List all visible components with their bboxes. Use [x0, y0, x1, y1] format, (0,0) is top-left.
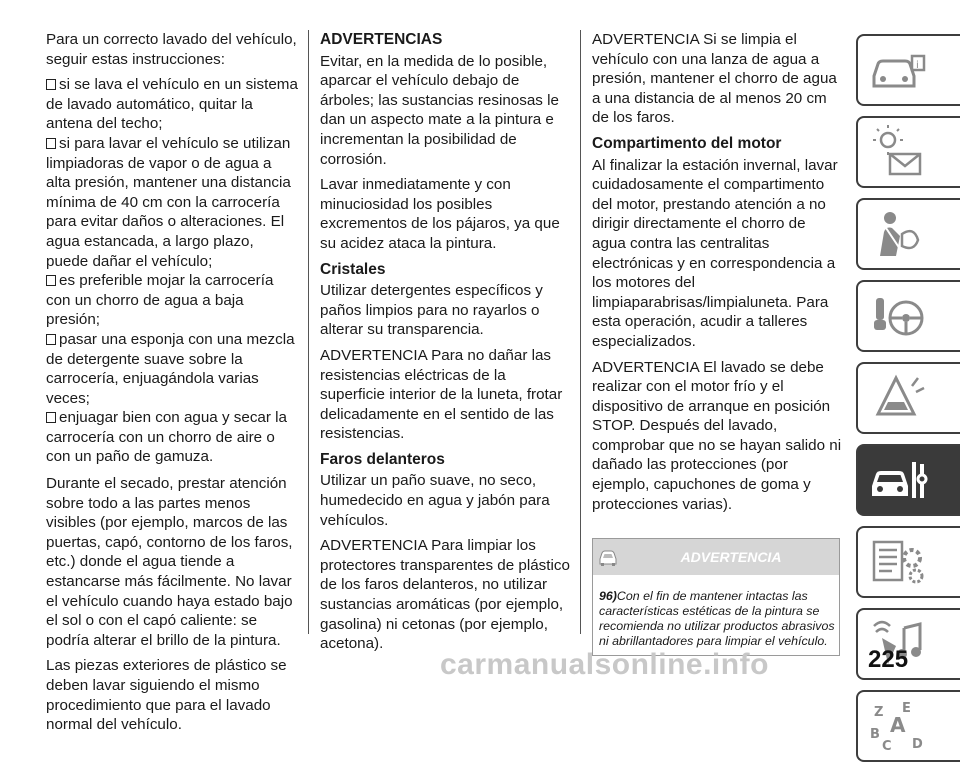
svg-text:i: i	[916, 60, 919, 71]
svg-text:A: A	[890, 713, 906, 737]
paragraph: Utilizar detergentes específicos y paños limpios para no rayarlos o alterar su transparencia.	[320, 282, 543, 339]
bullet-list	[46, 75, 300, 467]
tab-index[interactable]	[856, 690, 960, 762]
index-icon	[868, 698, 928, 754]
list-item: enjuagar bien con agua y secar la carrocería con un chorro de aire o con un paño de gamuza.	[46, 409, 287, 466]
technical-data-icon	[868, 534, 928, 590]
section-heading: Faros delanteros	[320, 450, 445, 468]
svg-text:D: D	[912, 737, 923, 752]
watermark: carmanualsonline.info	[440, 648, 769, 681]
warning-text: 96)Con el fin de mantener intactas las características estéticas de la pintura se recomienda no utilizar productos abrasivos ni abrillantadores para limpiar el vehículo.	[599, 589, 835, 649]
tab-technical-data[interactable]	[856, 526, 960, 598]
maintenance-icon	[868, 452, 928, 508]
svg-text:C: C	[882, 739, 892, 754]
emergency-icon	[868, 370, 928, 426]
tab-emergency[interactable]	[856, 362, 960, 434]
column-middle	[320, 30, 574, 660]
warning-ref: 96)	[599, 589, 617, 604]
column-divider	[308, 30, 309, 634]
paragraph: Utilizar un paño suave, no seco, humedecido en agua y jabón para vehículos.	[320, 472, 550, 529]
svg-text:Z: Z	[874, 705, 884, 720]
tab-dashboard-lights[interactable]	[856, 116, 960, 188]
tab-car-info[interactable]	[856, 34, 960, 106]
paragraph: Lavar inmediatamente y con minuciosidad los posibles excrementos de los pájaros, ya que su acidez ataca la pintura.	[320, 176, 560, 252]
warning-header	[593, 539, 839, 575]
section-heading: Compartimento del motor	[592, 134, 782, 152]
paragraph: ADVERTENCIA Para limpiar los protectores transparentes de plástico de los faros delanteros, no utilizar sustancias aromáticas (por ejemplo, gasolina) ni cetonas (por ejemplo, acetona).	[320, 537, 570, 653]
column-right	[592, 30, 842, 656]
checkbox-bullet-icon	[46, 138, 56, 149]
list-item: si para lavar el vehículo se utilizan limpiadoras de vapor o de agua a alta presión, mantener una distancia mínima de 40 cm con la carrocería para evitar daños o alteraciones. El agua estancada, a largo plazo, puede dañar el vehículo;	[46, 134, 291, 270]
paragraph: Evitar, en la medida de lo posible, aparcar el vehículo debajo de árboles; las sustancias resinosas le dan un aspecto mate a la pintura e incrementan la posibilidad de corrosión.	[320, 52, 559, 168]
tab-starting-driving[interactable]	[856, 280, 960, 352]
column-left	[46, 30, 300, 741]
list-item: es preferible mojar la carrocería con un chorro de agua a baja presión;	[46, 272, 274, 329]
intro-text: Para un correcto lavado del vehículo, seguir estas instrucciones:	[46, 31, 297, 68]
checkbox-bullet-icon	[46, 334, 56, 345]
column-divider	[580, 30, 581, 634]
section-heading: ADVERTENCIAS	[320, 31, 443, 48]
checkbox-bullet-icon	[46, 412, 56, 423]
paragraph: ADVERTENCIA Si se limpia el vehículo con una lanza de agua a presión, mantener el chorro de agua a una distancia de al menos 20 cm de los faros.	[592, 31, 837, 127]
warning-box	[592, 538, 840, 656]
page-number: 225	[868, 646, 909, 673]
tab-safety[interactable]	[856, 198, 960, 270]
warning-title: ADVERTENCIA	[680, 549, 782, 566]
list-item: pasar una esponja con una mezcla de detergente suave sobre la carrocería, enjuagándola varias veces;	[46, 330, 295, 407]
list-item: si se lava el vehículo en un sistema de lavado automático, quitar la antena del techo;	[46, 76, 298, 133]
safety-airbag-icon	[868, 206, 928, 262]
svg-text:E: E	[902, 701, 911, 716]
svg-text:B: B	[870, 727, 880, 742]
section-heading: Cristales	[320, 260, 386, 278]
paragraph: Al finalizar la estación invernal, lavar cuidadosamente el compartimento del motor, prestando atención a no dirigir directamente el chorro de agua contra las centralitas electrónicas y en correspondencia a los motores del limpiaparabrisas/limpialuneta. Para esta operación, acudir a talleres especializados.	[592, 156, 838, 350]
checkbox-bullet-icon	[46, 275, 56, 286]
drying-paragraph: Durante el secado, prestar atención sobre todo a las partes menos visibles (por ejemplo, marcos de las puertas, capó, contorno de los faros, etc.) donde el agua tiende a estancarse más fácilmente. No lavar el vehículo cuando haya estado bajo el sol o con el capó caliente: se podría alterar el brillo de la pintura.	[46, 475, 293, 649]
tab-maintenance[interactable]	[856, 444, 960, 516]
paragraph: ADVERTENCIA El lavado se debe realizar con el motor frío y el dispositivo de arranque en posición STOP. Después del lavado, comprobar que no se hayan salido ni dañado las protecciones (por ejemplo, capuchones de goma y protecciones varias).	[592, 358, 842, 513]
dashboard-lights-icon	[868, 124, 928, 180]
plastic-parts-paragraph: Las piezas exteriores de plástico se deben lavar siguiendo el mismo procedimiento que para el lavado normal del vehículo.	[46, 657, 287, 734]
car-info-icon	[868, 42, 928, 98]
checkbox-bullet-icon	[46, 79, 56, 90]
starting-driving-icon	[868, 288, 928, 344]
paragraph: ADVERTENCIA Para no dañar las resistencias eléctricas de la superficie interior de la luneta, frotar delicadamente en el sentido de las resistencias.	[320, 346, 563, 443]
